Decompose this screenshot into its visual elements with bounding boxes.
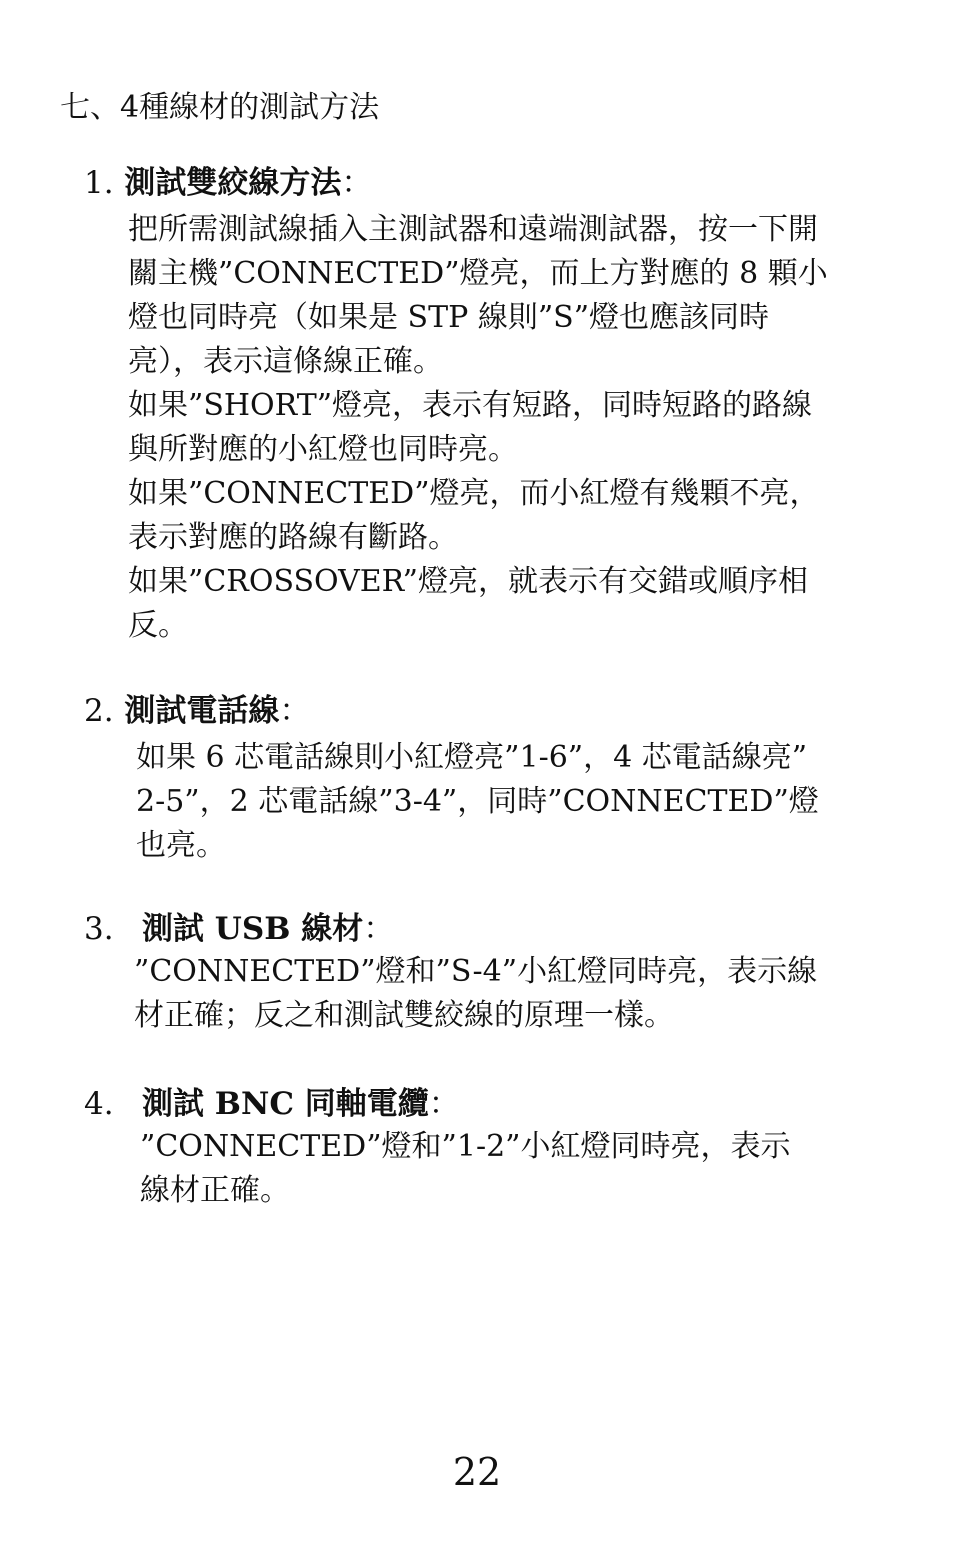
body-line: 亮），表示這條線正確。 [128, 344, 443, 379]
body-line: 與所對應的小紅燈也同時亮。 [128, 432, 518, 467]
item-heading [84, 690, 924, 732]
body-line: 把所需測試線插入主測試器和遠端測試器，按一下開 [128, 212, 818, 247]
item-heading-colon: ： [341, 165, 373, 201]
body-line: 2-5”，2 芯電話線”3-4”，同時”CONNECTED”燈 [136, 784, 819, 819]
test-item-usb [84, 908, 924, 1038]
item-heading [84, 1083, 924, 1125]
item-body [134, 950, 924, 1038]
test-item-bnc [84, 1083, 924, 1213]
test-item-twisted-pair [84, 162, 924, 648]
test-item-phone-line [84, 690, 924, 868]
item-body [140, 1125, 924, 1213]
body-line: ”CONNECTED”燈和”S-4”小紅燈同時亮，表示線 [134, 954, 818, 989]
body-line: 如果 6 芯電話線則小紅燈亮”1-6”，4 芯電話線亮” [136, 740, 808, 775]
item-number: 3. [84, 911, 114, 947]
item-number: 1. [84, 165, 114, 201]
item-heading [84, 162, 924, 204]
section-title: 七、4種線材的測試方法 [60, 90, 380, 125]
body-line: 關主機”CONNECTED”燈亮，而上方對應的 8 顆小 [128, 256, 828, 291]
body-line: 材正確；反之和測試雙絞線的原理一樣。 [134, 998, 674, 1033]
body-line: 如果”SHORT”燈亮，表示有短路，同時短路的路線 [128, 388, 813, 423]
body-line: 如果”CONNECTED”燈亮，而小紅燈有幾顆不亮， [128, 476, 820, 511]
body-line: 表示對應的路線有斷路。 [128, 520, 458, 555]
item-body [128, 208, 924, 648]
body-line: 線材正確。 [140, 1173, 290, 1208]
body-line: 也亮。 [136, 828, 226, 863]
item-heading-colon: ： [279, 693, 311, 729]
item-heading-text: 測試雙絞線方法 [124, 165, 342, 201]
body-line: ”CONNECTED”燈和”1-2”小紅燈同時亮，表示 [140, 1129, 791, 1164]
item-number: 4. [84, 1086, 114, 1122]
body-line: 燈也同時亮（如果是 STP 線則”S”燈也應該同時 [128, 300, 770, 335]
item-heading [84, 908, 924, 950]
body-line: 如果”CROSSOVER”燈亮，就表示有交錯或順序相 [128, 564, 808, 599]
page-number: 22 [452, 1450, 502, 1494]
item-heading-text: 測試 BNC 同軸電纜 [142, 1086, 429, 1122]
item-heading-text: 測試 USB 線材 [142, 911, 364, 947]
body-line: 反。 [128, 608, 188, 643]
item-number: 2. [84, 693, 114, 729]
item-heading-text: 測試電話線 [124, 693, 280, 729]
item-heading-colon: ： [363, 911, 395, 947]
item-heading-colon: ： [428, 1086, 460, 1122]
item-body [136, 736, 924, 868]
